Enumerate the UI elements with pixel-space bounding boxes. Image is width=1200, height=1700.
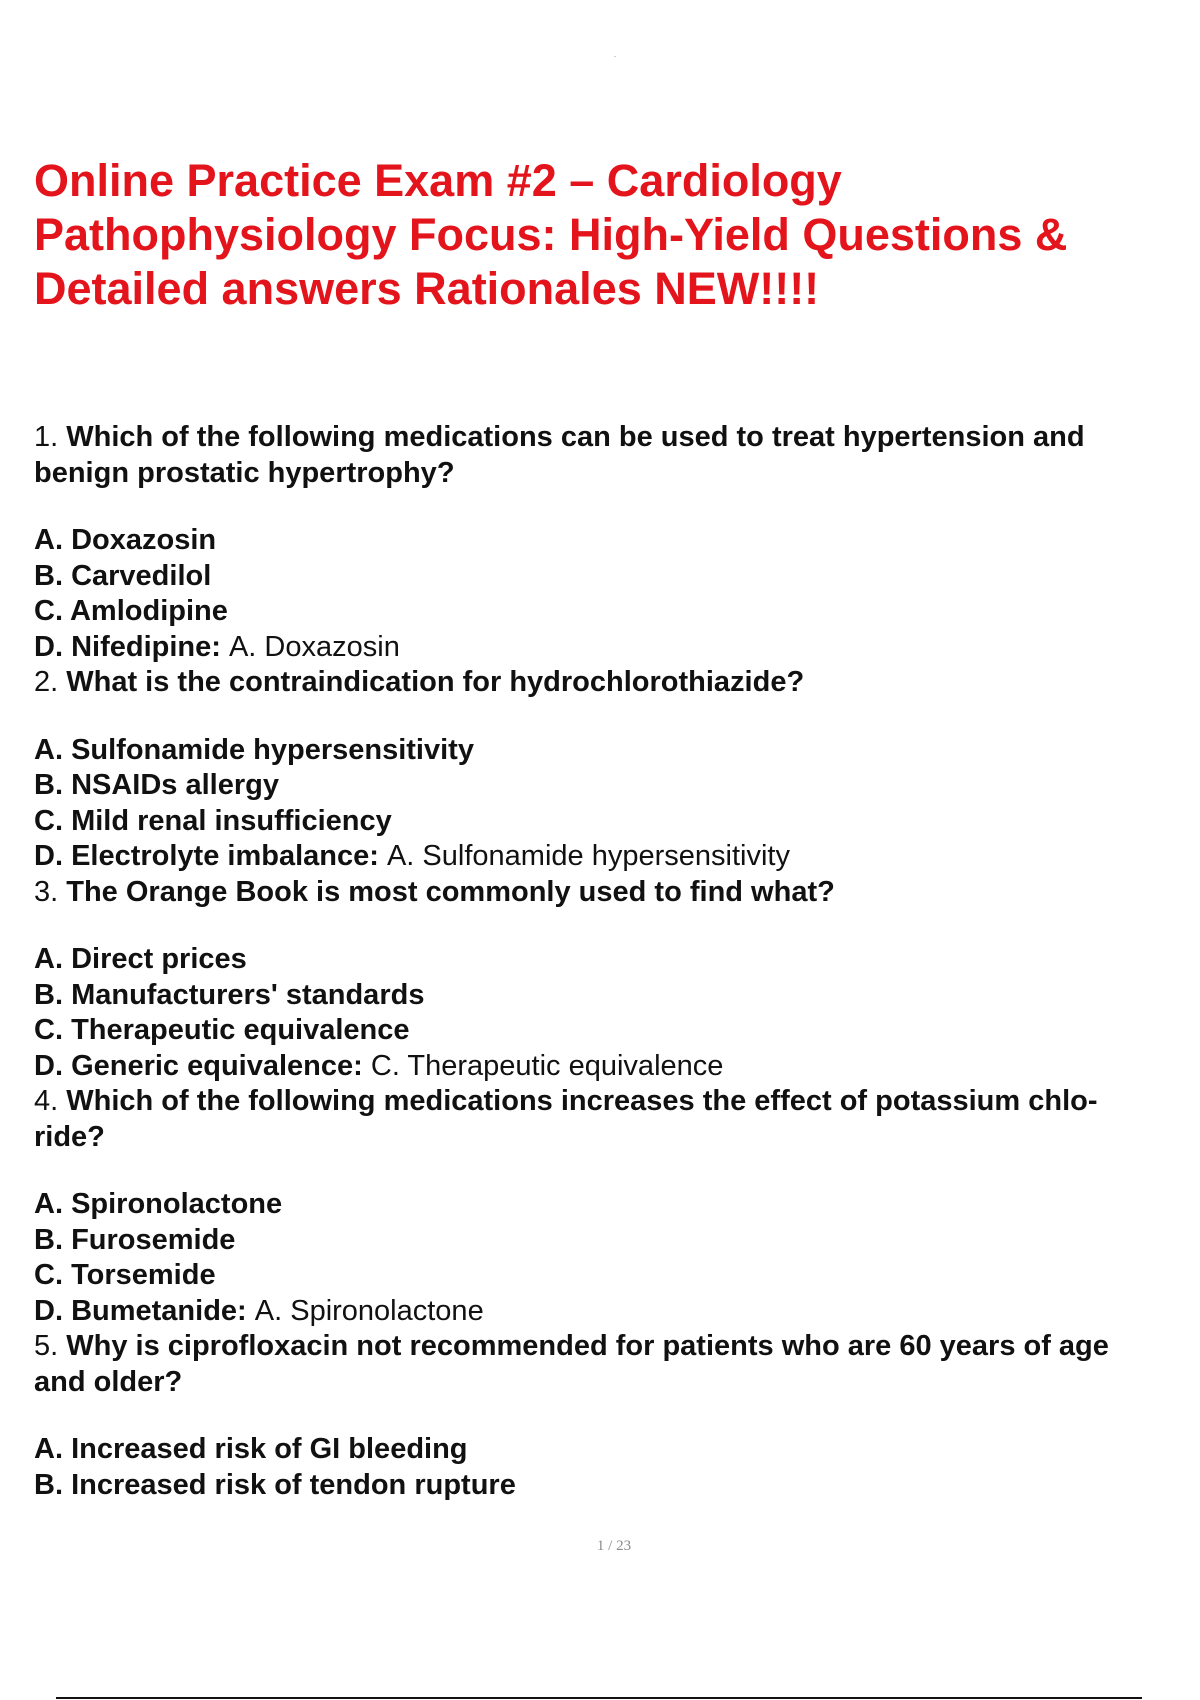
question-item	[34, 1084, 1200, 1329]
option-text: Torsemide	[71, 1259, 216, 1291]
question-number: 1.	[34, 421, 59, 453]
title-line: Online Practice Exam #2 – Cardiology	[34, 155, 842, 206]
answer-option	[34, 733, 1200, 769]
option-letter: A.	[34, 1188, 63, 1220]
document-title	[34, 154, 1174, 316]
question-text: What is the contraindication for hydrochlorothiazide?	[66, 666, 805, 698]
answer-option	[34, 942, 1200, 978]
option-letter: D.	[34, 1294, 63, 1327]
option-letter: B.	[34, 559, 63, 592]
option-letter: D.	[34, 630, 63, 663]
option-letter: A.	[34, 524, 63, 556]
option-text: Generic equivalence:	[71, 1049, 363, 1082]
option-text: Furosemide	[71, 1223, 236, 1256]
question-item	[34, 665, 1200, 875]
scan-speck	[614, 56, 616, 57]
option-text: Increased risk of GI bleeding	[71, 1433, 468, 1465]
question-text: and older?	[34, 1365, 183, 1398]
question-stem	[34, 875, 1200, 911]
option-text: Spironolactone	[71, 1188, 283, 1220]
question-stem	[34, 1084, 1200, 1155]
option-letter: A.	[34, 943, 63, 975]
option-text: Electrolyte imbalance:	[71, 840, 379, 872]
question-text: Which of the following medications increases the effect of potassium chlo-	[66, 1085, 1098, 1117]
option-letter: C.	[34, 804, 63, 837]
answer-option	[34, 1294, 1200, 1330]
answer-option	[34, 839, 1200, 875]
answer-option	[34, 978, 1200, 1014]
answer-option	[34, 559, 1200, 595]
question-stem	[34, 665, 1200, 701]
question-text: The Orange Book is most commonly used to find what?	[66, 875, 835, 908]
answer-option	[34, 1223, 1200, 1259]
option-text: Manufacturers' standards	[71, 978, 425, 1011]
option-text: NSAIDs allergy	[71, 769, 279, 801]
question-text: ride?	[34, 1120, 105, 1153]
option-text: Carvedilol	[71, 559, 212, 592]
answer-option	[34, 1258, 1200, 1294]
question-number: 3.	[34, 875, 59, 908]
answer-key: A. Spironolactone	[254, 1294, 484, 1327]
option-text: Nifedipine:	[71, 630, 221, 663]
option-text: Increased risk of tendon rupture	[71, 1468, 516, 1501]
option-text: Bumetanide:	[71, 1294, 247, 1327]
title-line: Detailed answers Rationales NEW!!!!	[34, 263, 820, 314]
question-stem	[34, 420, 1200, 491]
option-letter: A.	[34, 1433, 63, 1465]
page-bottom-rule	[56, 1697, 1142, 1699]
question-item	[34, 420, 1200, 665]
answer-option	[34, 523, 1200, 559]
question-item	[34, 1329, 1200, 1503]
option-letter: A.	[34, 733, 63, 766]
answer-key: A. Doxazosin	[228, 630, 400, 663]
page-number: 1 / 23	[596, 1538, 632, 1554]
option-letter: C.	[34, 1014, 63, 1046]
answer-option	[34, 1049, 1200, 1085]
answer-option	[34, 630, 1200, 666]
answer-key: A. Sulfonamide hypersensitivity	[386, 840, 790, 872]
option-letter: B.	[34, 769, 63, 801]
option-letter: B.	[34, 1468, 63, 1501]
answer-option	[34, 1187, 1200, 1223]
option-letter: B.	[34, 1223, 63, 1256]
option-text: Therapeutic equivalence	[71, 1014, 410, 1046]
answer-option	[34, 768, 1200, 804]
answer-option	[34, 1468, 1200, 1504]
question-list	[34, 420, 1200, 1503]
answer-option	[34, 1013, 1200, 1049]
answer-option	[34, 1432, 1200, 1468]
question-text: Why is ciprofloxacin not recommended for patients who are 60 years of age	[66, 1330, 1109, 1362]
title-line: Pathophysiology Focus: High-Yield Questions &	[34, 209, 1068, 260]
option-letter: D.	[34, 840, 63, 872]
question-number: 4.	[34, 1085, 59, 1117]
option-text: Amlodipine	[69, 595, 228, 627]
answer-option	[34, 594, 1200, 630]
option-text: Doxazosin	[71, 524, 217, 556]
question-item	[34, 875, 1200, 1085]
option-letter: D.	[34, 1049, 63, 1082]
answer-key: C. Therapeutic equivalence	[370, 1049, 724, 1082]
question-number: 2.	[34, 666, 59, 698]
option-letter: B.	[34, 978, 63, 1011]
question-stem	[34, 1329, 1200, 1400]
option-letter: C.	[34, 1259, 63, 1291]
option-letter: C.	[34, 595, 63, 627]
answer-option	[34, 804, 1200, 840]
option-text: Sulfonamide hypersensitivity	[71, 733, 474, 766]
option-text: Mild renal insufficiency	[71, 804, 392, 837]
question-text: Which of the following medications can be used to treat hypertension and	[66, 421, 1085, 453]
question-text: benign prostatic hypertrophy?	[34, 456, 455, 489]
option-text: Direct prices	[71, 943, 247, 975]
question-number: 5.	[34, 1330, 59, 1362]
